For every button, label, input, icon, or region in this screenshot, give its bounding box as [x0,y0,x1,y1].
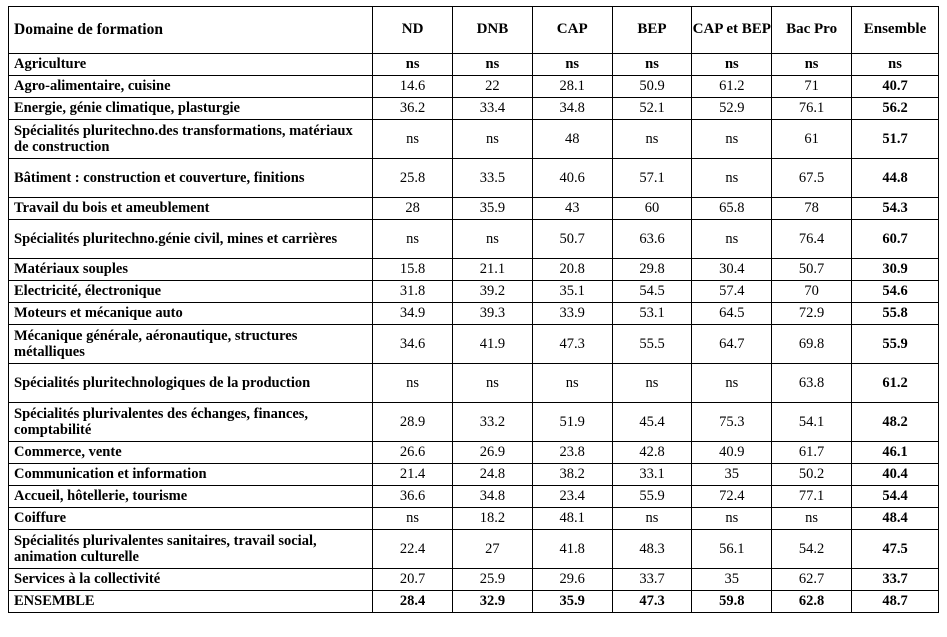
table-cell: ns [532,54,612,76]
table-cell: 63.8 [772,364,852,403]
table-cell: 26.9 [453,442,533,464]
table-cell: 43 [532,198,612,220]
table-cell: 61.2 [852,364,939,403]
table-cell: ns [532,364,612,403]
table-cell: ns [612,364,692,403]
table-cell: 54.4 [852,486,939,508]
row-label: Energie, génie climatique, plasturgie [9,98,373,120]
table-cell: 40.7 [852,76,939,98]
table-cell: ns [692,120,772,159]
table-cell: 33.1 [612,464,692,486]
table-row [9,486,939,508]
table-cell: 20.7 [373,569,453,591]
table-cell: 35.9 [453,198,533,220]
table-row [9,464,939,486]
formation-domain-table [8,6,939,613]
table-cell: ns [692,508,772,530]
table-cell: 30.9 [852,259,939,281]
row-label: Commerce, vente [9,442,373,464]
row-label: Accueil, hôtellerie, tourisme [9,486,373,508]
table-row [9,530,939,569]
table-cell: 27 [453,530,533,569]
column-header-cap-et-bep: CAP et BEP [692,7,772,54]
table-row [9,569,939,591]
table-cell: 76.1 [772,98,852,120]
table-row [9,325,939,364]
table-cell: 75.3 [692,403,772,442]
table-header [9,7,939,54]
row-label: Spécialités plurivalentes des échanges, finances, comptabilité [9,403,373,442]
table-cell: ns [772,508,852,530]
table-header-row [9,7,939,54]
table-cell: 38.2 [532,464,612,486]
table-row [9,364,939,403]
table-row [9,98,939,120]
row-label: ENSEMBLE [9,591,373,613]
table-cell: 54.2 [772,530,852,569]
row-label: Spécialités pluritechno.des transformations, matériaux de construction [9,120,373,159]
table-cell: 50.7 [772,259,852,281]
table-cell: ns [453,220,533,259]
table-cell: 36.6 [373,486,453,508]
table-cell: 42.8 [612,442,692,464]
table-cell: 28 [373,198,453,220]
table-body [9,54,939,613]
table-cell: 28.4 [373,591,453,613]
table-cell: ns [692,364,772,403]
table-cell: 46.1 [852,442,939,464]
table-cell: 29.6 [532,569,612,591]
table-cell: 33.2 [453,403,533,442]
table-cell: 64.5 [692,303,772,325]
table-cell: 54.6 [852,281,939,303]
column-header-cap: CAP [532,7,612,54]
table-cell: 51.9 [532,403,612,442]
table-cell: ns [453,54,533,76]
table-cell: 47.5 [852,530,939,569]
table-cell: ns [373,54,453,76]
table-cell: 71 [772,76,852,98]
table-cell: 24.8 [453,464,533,486]
table-cell: 59.8 [692,591,772,613]
table-cell: 69.8 [772,325,852,364]
table-cell: 30.4 [692,259,772,281]
column-header-ensemble: Ensemble [852,7,939,54]
table-cell: 41.9 [453,325,533,364]
row-label: Bâtiment : construction et couverture, finitions [9,159,373,198]
table-cell: 26.6 [373,442,453,464]
table-cell: 22 [453,76,533,98]
table-cell: 15.8 [373,259,453,281]
row-label: Agriculture [9,54,373,76]
table-cell: 23.8 [532,442,612,464]
table-cell: 47.3 [612,591,692,613]
row-label: Coiffure [9,508,373,530]
table-cell: 72.9 [772,303,852,325]
table-cell: 55.8 [852,303,939,325]
table-cell: 36.2 [373,98,453,120]
table-cell: 56.2 [852,98,939,120]
row-label: Moteurs et mécanique auto [9,303,373,325]
row-label: Agro-alimentaire, cuisine [9,76,373,98]
table-cell: 61 [772,120,852,159]
table-cell: 28.9 [373,403,453,442]
table-cell: 23.4 [532,486,612,508]
table-cell: 41.8 [532,530,612,569]
row-label: Mécanique générale, aéronautique, structures métalliques [9,325,373,364]
table-cell: 14.6 [373,76,453,98]
table-row [9,303,939,325]
table-row [9,442,939,464]
table-cell: 21.4 [373,464,453,486]
table-cell: 33.7 [852,569,939,591]
table-cell: 34.9 [373,303,453,325]
row-label: Matériaux souples [9,259,373,281]
table-cell: 52.9 [692,98,772,120]
row-label: Communication et information [9,464,373,486]
column-header-bep: BEP [612,7,692,54]
table-cell: 61.7 [772,442,852,464]
table-cell: 40.6 [532,159,612,198]
table-cell: 35.1 [532,281,612,303]
table-cell: ns [453,120,533,159]
table-row [9,159,939,198]
table-cell: 33.7 [612,569,692,591]
table-cell: 54.1 [772,403,852,442]
table-cell: 77.1 [772,486,852,508]
table-cell: ns [772,54,852,76]
table-cell: 50.2 [772,464,852,486]
table-cell: ns [612,120,692,159]
table-cell: 47.3 [532,325,612,364]
table-cell: 51.7 [852,120,939,159]
table-cell: ns [692,54,772,76]
table-cell: 40.9 [692,442,772,464]
table-cell: 25.9 [453,569,533,591]
table-cell: 35.9 [532,591,612,613]
table-cell: ns [373,220,453,259]
table-cell: 45.4 [612,403,692,442]
table-cell: 56.1 [692,530,772,569]
table-row [9,591,939,613]
table-cell: ns [373,120,453,159]
table-cell: 48.2 [852,403,939,442]
table-cell: 33.4 [453,98,533,120]
table-row [9,281,939,303]
table-cell: 35 [692,569,772,591]
table-cell: 18.2 [453,508,533,530]
table-cell: 54.3 [852,198,939,220]
table-cell: 48 [532,120,612,159]
column-header-domaine: Domaine de formation [9,7,373,54]
table-cell: 50.7 [532,220,612,259]
table-cell: ns [852,54,939,76]
table-row [9,54,939,76]
table-cell: ns [612,508,692,530]
table-cell: 48.4 [852,508,939,530]
table-cell: ns [692,220,772,259]
table-cell: 32.9 [453,591,533,613]
table-cell: 35 [692,464,772,486]
table-cell: 70 [772,281,852,303]
table-cell: 48.7 [852,591,939,613]
table-row [9,403,939,442]
row-label: Travail du bois et ameublement [9,198,373,220]
row-label: Services à la collectivité [9,569,373,591]
table-cell: 34.8 [453,486,533,508]
table-cell: 62.8 [772,591,852,613]
table-cell: 60.7 [852,220,939,259]
table-cell: 40.4 [852,464,939,486]
table-row [9,508,939,530]
table-row [9,198,939,220]
table-cell: 55.9 [612,486,692,508]
table-cell: 61.2 [692,76,772,98]
table-cell: 76.4 [772,220,852,259]
table-cell: 48.1 [532,508,612,530]
table-cell: 50.9 [612,76,692,98]
column-header-bac-pro: Bac Pro [772,7,852,54]
table-cell: 31.8 [373,281,453,303]
table-cell: 62.7 [772,569,852,591]
table-cell: 72.4 [692,486,772,508]
table-cell: 25.8 [373,159,453,198]
table-cell: 34.6 [373,325,453,364]
table-cell: ns [373,508,453,530]
row-label: Spécialités pluritechno.génie civil, mines et carrières [9,220,373,259]
table-cell: 64.7 [692,325,772,364]
table-cell: 39.2 [453,281,533,303]
table-cell: 63.6 [612,220,692,259]
table-cell: ns [373,364,453,403]
table-row [9,259,939,281]
table-cell: 33.5 [453,159,533,198]
table-cell: 22.4 [373,530,453,569]
table-cell: 44.8 [852,159,939,198]
table-cell: ns [453,364,533,403]
table-cell: 52.1 [612,98,692,120]
table-cell: 29.8 [612,259,692,281]
table-cell: 20.8 [532,259,612,281]
table-cell: 67.5 [772,159,852,198]
table-cell: 53.1 [612,303,692,325]
table-row [9,76,939,98]
column-header-dnb: DNB [453,7,533,54]
table-cell: 39.3 [453,303,533,325]
table-cell: 48.3 [612,530,692,569]
table-cell: 57.4 [692,281,772,303]
table-cell: 55.9 [852,325,939,364]
row-label: Spécialités plurivalentes sanitaires, travail social, animation culturelle [9,530,373,569]
table-cell: 55.5 [612,325,692,364]
table-cell: ns [612,54,692,76]
table-cell: 78 [772,198,852,220]
table-cell: 34.8 [532,98,612,120]
table-cell: 28.1 [532,76,612,98]
table-cell: ns [692,159,772,198]
table-row [9,220,939,259]
table-row [9,120,939,159]
table-cell: 21.1 [453,259,533,281]
column-header-nd: ND [373,7,453,54]
table-cell: 65.8 [692,198,772,220]
table-cell: 33.9 [532,303,612,325]
table-cell: 60 [612,198,692,220]
row-label: Electricité, électronique [9,281,373,303]
table-cell: 54.5 [612,281,692,303]
table-cell: 57.1 [612,159,692,198]
row-label: Spécialités pluritechnologiques de la production [9,364,373,403]
